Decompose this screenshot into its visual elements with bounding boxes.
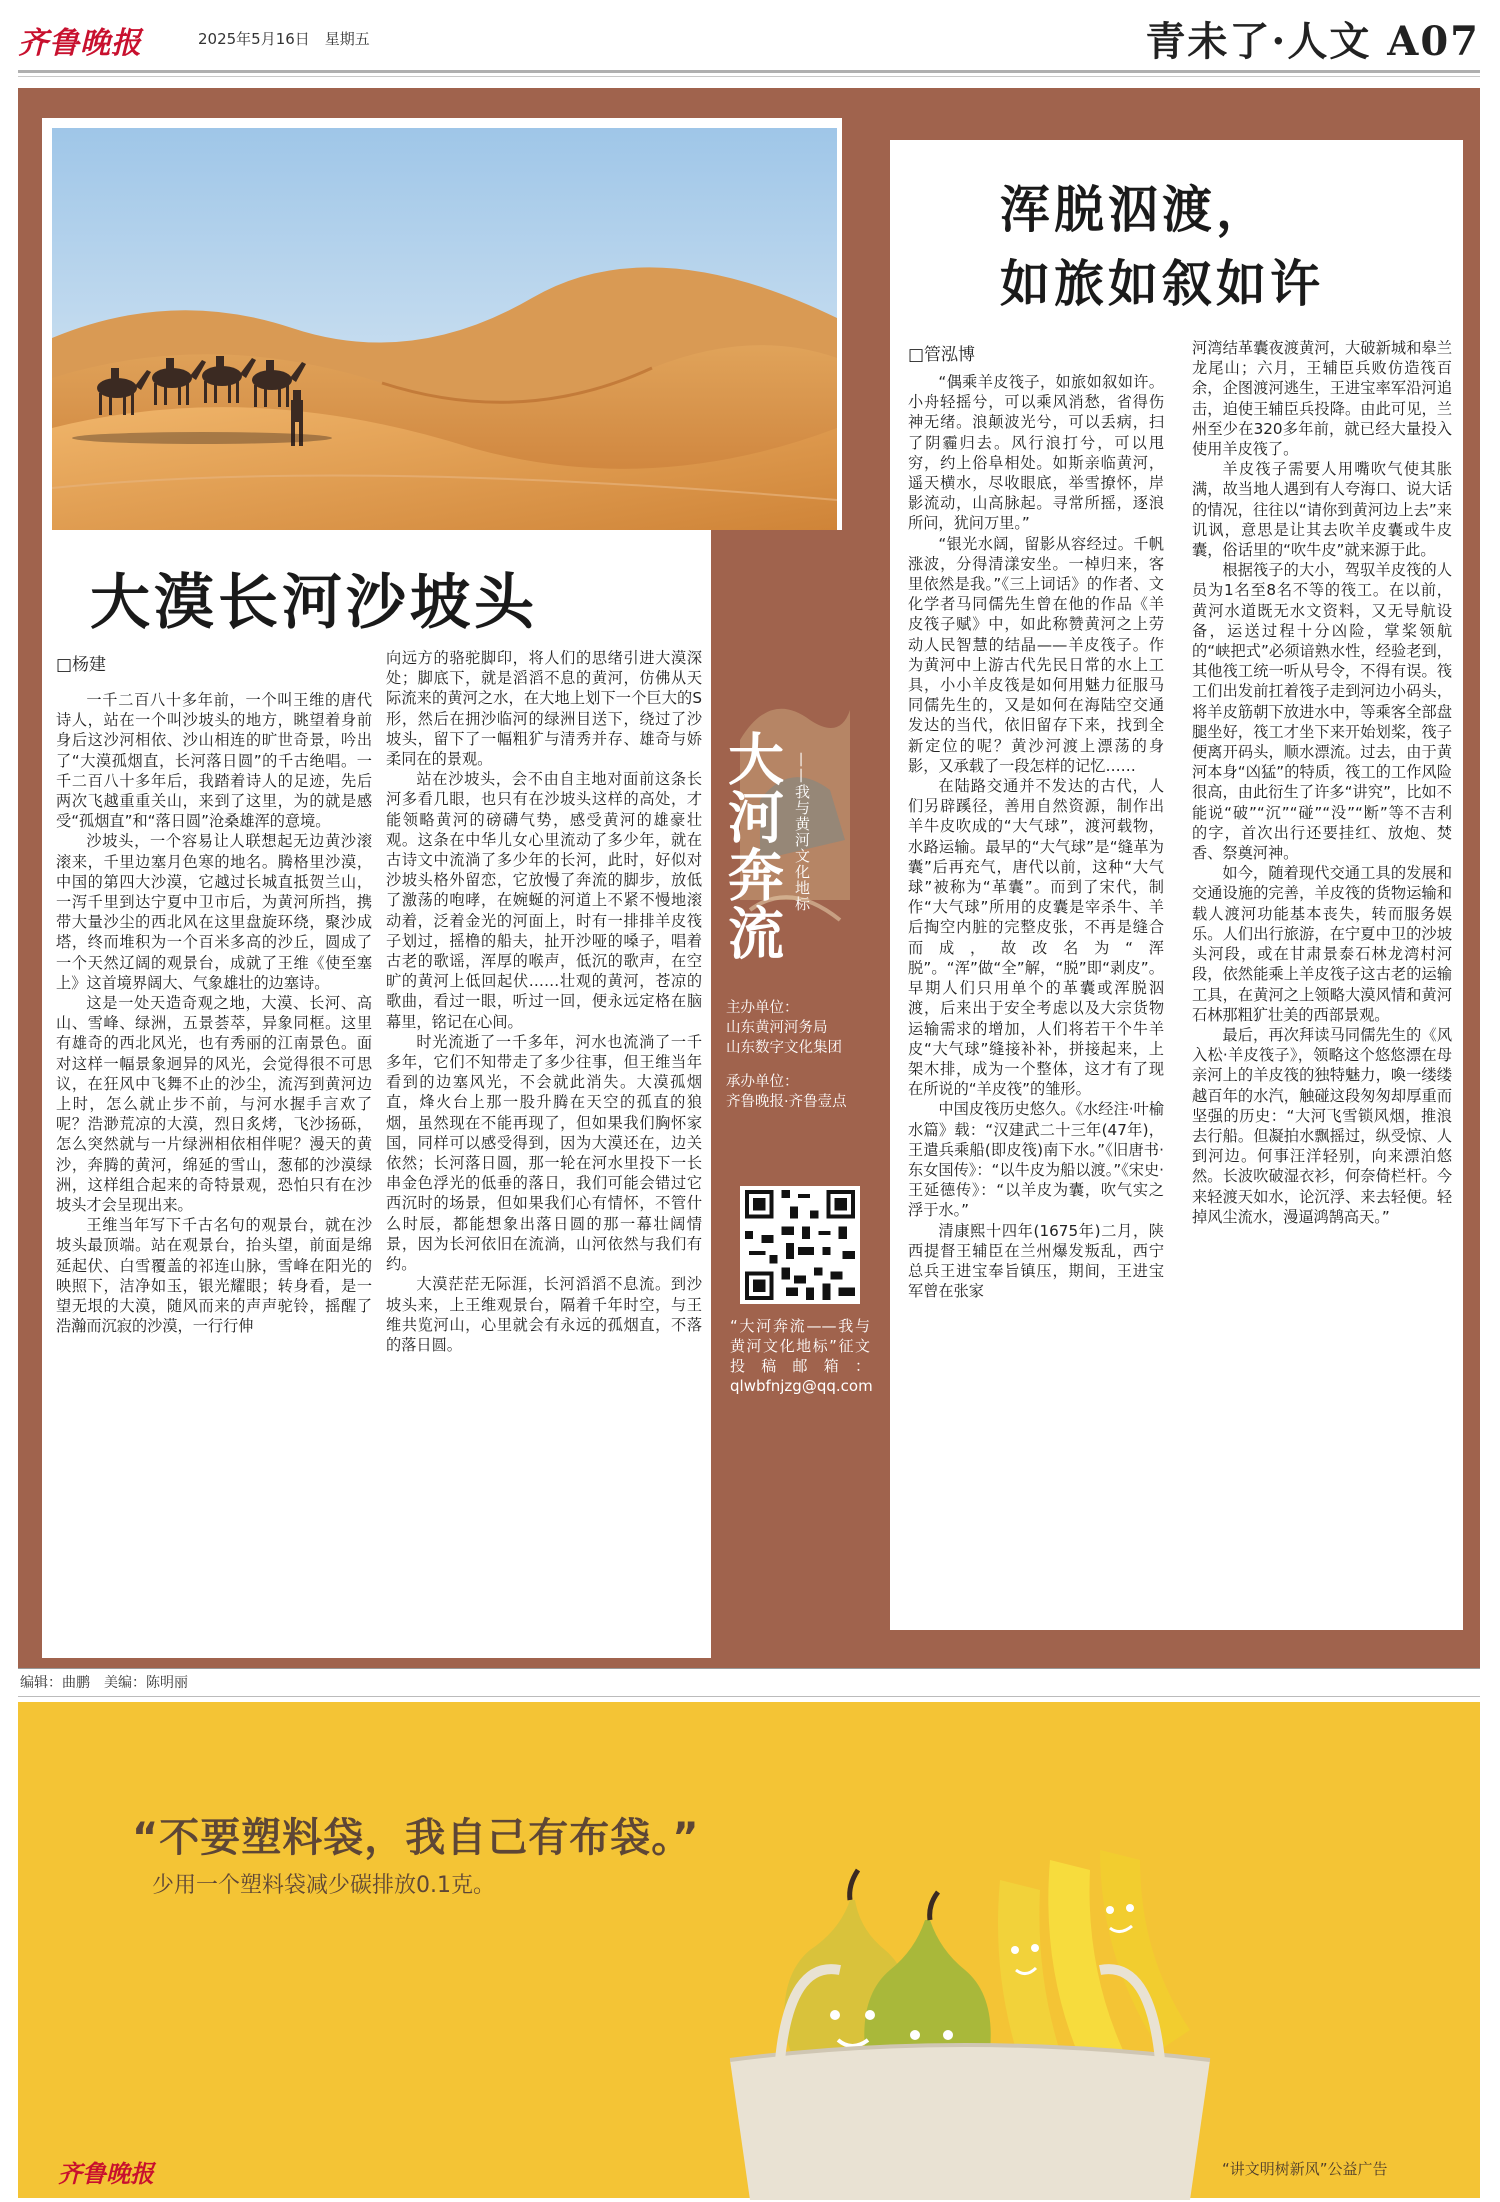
- ad-subline: 少用一个塑料袋减少碳排放0.1克。: [152, 1873, 495, 1898]
- paragraph: 这是一处天造奇观之地，大漠、长河、高山、雪峰、绿洲，五景荟萃，异象同框。这里有雄奇的西北风光，也有秀丽的江南景色。面对这样一幅景象迥异的风光，会觉得很不可思议，在狂风中飞舞不止的沙尘，流泻到黄河边上时，怎么就止步不前，与河水握手言欢了呢？浩渺荒凉的大漠，烈日炙烤，飞沙扬砾，怎么突然就与一片绿洲相依相伴呢？漫天的黄沙，奔腾的黄河，绵延的雪山，葱郁的沙漠绿洲，这样组合起来的奇特景观，恐怕只有在沙坡头才会呈现出来。: [56, 994, 372, 1215]
- paragraph: 清康熙十四年(1675年)二月，陕西提督王辅臣在兰州爆发叛乱，西宁总兵王进宝奉旨镇压，期间，王进宝军曾在张家: [908, 1221, 1164, 1301]
- host-name: 山东黄河河务局: [726, 1020, 828, 1036]
- right-article-column-1: [908, 372, 1164, 1622]
- paragraph: 沙坡头，一个容易让人联想起无边黄沙滚滚来，千里边塞月色寒的地名。腾格里沙漠，中国的第四大沙漠，它越过长城直抵贺兰山，一泻千里到达宁夏中卫市后，为黄河所挡，携带大量沙尘的西北风在这里盘旋环绕，聚沙成塔，终而堆积为一个百米多高的沙丘，圆成了一个天然辽阔的观景台，成就了王维《使至塞上》这首境界阔大、气象雄壮的边塞诗。: [56, 832, 372, 992]
- section-title: 青未了·人文 A07: [1145, 18, 1480, 65]
- paragraph: 王维当年写下千古名句的观景台，就在沙坡头最顶端。站在观景台，抬头望，前面是绵延起伏、白雪覆盖的祁连山脉，雪峰在阳光的映照下，洁净如玉，银光耀眼；转身看，是一望无垠的大漠，随风而来的声声驼铃，摇醒了浩瀚而沉寂的沙漠，一行行伸: [56, 1216, 372, 1336]
- right-article-byline: □管泓博: [908, 345, 976, 365]
- ad-paper-logo: 齐鲁晚报: [58, 2159, 154, 2188]
- host-name: 山东数字文化集团: [726, 1040, 842, 1056]
- paragraph: 一千二百八十多年前，一个叫王维的唐代诗人，站在一个叫沙坡头的地方，眺望着身前身后这沙河相依、沙山相连的旷世奇景，吟出了“大漠孤烟直，长河落日圆”的千古绝唱。一千二百八十多年后，我踏着诗人的足迹，先后两次飞越重重关山，来到了这里，为的就是感受“孤烟直”和“落日圆”沧桑雄浑的意境。: [56, 691, 372, 831]
- paragraph: “银光水阔，留影从容经过。千帆涨波，分得清漾安坐。一棹归来，客里依然是我。”《三上词话》的作者、文化学者马同儒先生曾在他的作品《羊皮筏子赋》中，如此称赞黄河之上劳动人民智慧的结晶——羊皮筏子。作为黄河中上游古代先民日常的水上工具，小小羊皮筏是如何用魅力征服马同儒先生的，又是如何在海陆空交通发达的当代，依旧留存下来，找到全新定位的呢？黄沙河渡上漂荡的身影，又承载了一段怎样的记忆……: [908, 534, 1164, 775]
- paragraph: 如今，随着现代交通工具的发展和交通设施的完善，羊皮筏的货物运输和载人渡河功能基本丧失，转而服务娱乐。人们出行旅游，在宁夏中卫的沙坡头河段，或在甘肃景泰石林龙湾村河段，依然能乘上羊皮筏子这古老的运输工具，在黄河之上领略大漠风情和黄河石林那粗犷壮美的西部景观。: [1192, 864, 1452, 1024]
- banana-pear-illustration: [690, 1760, 1230, 2200]
- paragraph: 中国皮筏历史悠久。《水经注·叶榆水篇》载：“汉建武二十三年(47年)，王遣兵乘船(即皮筏)南下水。”《旧唐书·东女国传》：“以牛皮为船以渡。”《宋史·王延德传》：“以羊皮为囊，吹气实之浮于水。”: [908, 1100, 1164, 1220]
- footer-divider: [18, 1668, 1480, 1669]
- paragraph: 大漠茫茫无际涯，长河滔滔不息流。到沙坡头来，上王维观景台，隔着千年时空，与王维共览河山，心里就会有永远的孤烟直，不落的落日圆。: [386, 1275, 702, 1354]
- footer-divider-thin: [18, 1696, 1480, 1697]
- paragraph: 根据筏子的大小，驾驭羊皮筏的人员为1名至8名不等的筏工。在以前，黄河水道既无水文资料，又无导航设备，运送过程十分凶险，掌桨领航的“峡把式”必须谙熟水性，经验老到，其他筏工统一听从号令，不得有误。筏工们出发前扛着筏子走到河边小码头，将羊皮筋朝下放进水中，等乘客全部盘腿坐好，筏工才坐下来开始划桨，筏子便离开码头，顺水漂流。过去，由于黄河本身“凶猛”的特质，筏工的工作风险很高，由此衍生了许多“讲究”，比如不能说“破”“沉”“碰”“没”“断”等不吉利的字，首次出行还要挂红、放炮、焚香、祭奠河神。: [1192, 561, 1452, 863]
- paragraph: 羊皮筏子需要人用嘴吹气使其胀满，故当地人遇到有人夸海口、说大话的情况，往往以“请你到黄河边上去”来讥讽，意思是让其去吹羊皮囊或牛皮囊，俗话里的“吹牛皮”就来源于此。: [1192, 460, 1452, 560]
- paragraph: 河湾结革囊夜渡黄河，大破新城和皋兰龙尾山；六月，王辅臣兵败仿造筏百余，企图渡河逃生，王进宝率军沿河追击，迫使王辅臣兵投降。由此可见，兰州至少在320多年前，就已经大量投入使用羊皮筏了。: [1192, 339, 1452, 459]
- host-label: 主办单位：: [726, 1000, 799, 1016]
- left-article-column-2: [386, 648, 702, 1650]
- right-article-title-line-1: 浑脱泅渡，: [1000, 180, 1270, 239]
- organizer-info: [726, 998, 886, 1112]
- right-article-title-line-2: 如旅如叙如许: [1000, 254, 1324, 313]
- left-article-byline: □杨建: [56, 655, 107, 675]
- editor-credits: 编辑：曲鹏 美编：陈明丽: [20, 1675, 188, 1691]
- ad-slogan: “不要塑料袋，我自己有布袋。”: [132, 1815, 700, 1861]
- column-banner-title: 大河奔流: [719, 730, 785, 962]
- paper-logo: 齐鲁晚报: [18, 26, 142, 61]
- paragraph: 向远方的骆驼脚印，将人们的思绪引进大漠深处；脚底下，就是滔滔不息的黄河，仿佛从天际流来的黄河之水，在大地上划下一个巨大的S形，然后在拥沙临河的绿洲目送下，绕过了沙坡头，留下了一幅粗犷与清秀并存、雄奇与娇柔同在的景观。: [386, 649, 702, 769]
- issue-date: 2025年5月16日 星期五: [198, 30, 370, 48]
- left-article-column-1: [56, 690, 372, 1650]
- paragraph: 站在沙坡头，会不由自主地对面前这条长河多看几眼，也只有在沙坡头这样的高处，才能领略黄河的磅礴气势，感受黄河的雄豪壮观。这条在中华儿女心里流动了多少年，就在古诗文中流淌了多少年的长河，此时，好似对沙坡头格外留恋，它放慢了奔流的脚步，放低了激荡的咆哮，在婉蜒的河道上不紧不慢地滚动着，泛着金光的河面上，时有一排排羊皮筏子划过，摇橹的船夫，扯开沙哑的嗓子，唱着古老的歌谣，浑厚的喉声，低沉的歌声，在空旷的黄河上低回起伏……壮观的黄河，苍凉的歌曲，看过一眼，听过一回，便永远定格在脑幕里，铭记在心间。: [386, 770, 702, 1031]
- header-divider-thin: [18, 76, 1480, 77]
- right-article-column-2: [1192, 338, 1452, 1622]
- camel-caravan-photo: [52, 128, 837, 530]
- organizer-label: 承办单位：: [726, 1074, 799, 1090]
- paragraph: 最后，再次拜读马同儒先生的《风入松·羊皮筏子》，领略这个悠悠漂在母亲河上的羊皮筏的独特魅力，喚一缕缕越百年的水汽，触碰这段匆匆却厚重而坚强的历史：“大河飞雪锁风烟，推浪去行船。但凝拍水飘摇过，纵受惊、人到河边。何事汪洋轻别，向来漂泊悠然。长波吹破湿衣衫，何奈倚栏杆。今来轻渡天如水，论沉浮、来去轻便。轻掉风尘流水，漫逼鸿鹄高天。”: [1192, 1025, 1452, 1226]
- submission-email-note: “大河奔流——我与黄河文化地标”征文投稿邮箱：qlwbfnjzg@qq.com: [730, 1317, 873, 1395]
- organizer-name: 齐鲁晚报·齐鲁壹点: [726, 1094, 847, 1110]
- header-divider: [18, 70, 1480, 73]
- masthead: [18, 10, 1480, 66]
- left-article-title: 大漠长河沙坡头: [90, 568, 538, 638]
- paragraph: 时光流逝了一千多年，河水也流淌了一千多年，它们不知带走了多少往事，但王维当年看到的边塞风光，不会就此消失。大漠孤烟直，烽火台上那一股升腾在天空的孤直的狼烟，虽然现在不能再现了，但如果我们胸怀家国，同样可以感受得到，因为大漠还在，边关依然；长河落日圆，那一轮在河水里投下一长串金色浮光的低垂的落日，我们可能会错过它西沉时的场景，但如果我们心有情怀，不管什么时辰，都能想象出落日圆的那一幕壮阔情景，因为长河依旧在流淌，山河依然与我们有约。: [386, 1032, 702, 1274]
- paragraph: “偶乘羊皮筏子，如旅如叙如许。小舟轻摇兮，可以乘风消愁，省得伤神无绪。浪颠波光兮，可以丢病，扫了阴霾归去。风行浪打兮，可以甩穷，约上俗阜相处。如斯亲临黄河，遥天横水，尽收眼底，举雪撩怀，岸影流动，山高脉起。寻常所摇，逐浪所问，犹问万里。”: [908, 373, 1164, 533]
- qr-code-icon[interactable]: [740, 1186, 860, 1304]
- ad-campaign-tag: “讲文明树新风”公益广告: [1222, 2160, 1388, 2178]
- paragraph: 在陆路交通并不发达的古代，人们另辟蹊径，善用自然资源，制作出羊牛皮吹成的“大气球”，渡河载物，水路运输。最早的“大气球”是“缝革为囊”后再充气，唐代以前，这种“大气球”被称为“革囊”。而到了宋代，制作“大气球”所用的皮囊是宰杀牛、羊后掏空内脏的完整皮张，不再是缝合而成，故改名为“浑脱”。“浑”做“全”解，“脱”即“剥皮”。早期人们只用单个的革囊或浑脱泅渡，后来出于安全考虑以及大宗货物运输需求的增加，人们将若干个牛羊皮“大气球”缝接补补，拼接起来，上架木排，成为一个整体，这才有了现在所说的“羊皮筏”的雏形。: [908, 777, 1164, 1099]
- column-banner-subtitle: ——我与黄河文化地标: [793, 752, 811, 912]
